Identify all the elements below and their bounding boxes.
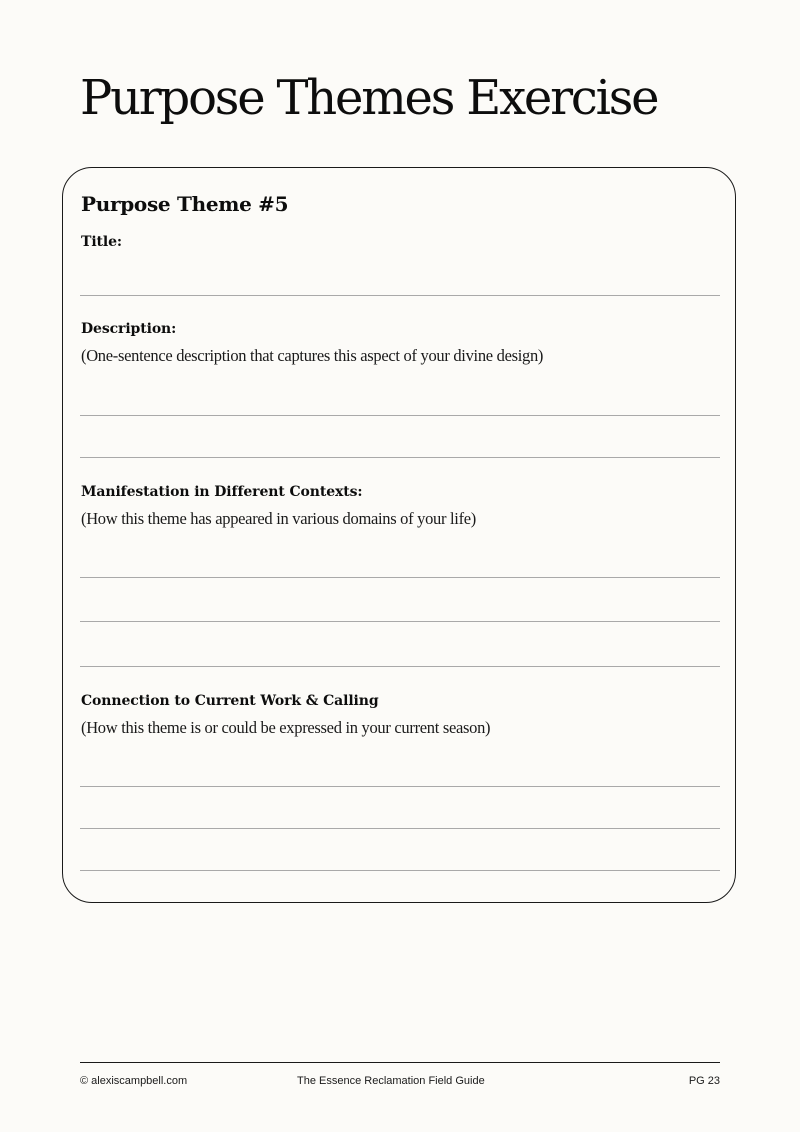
manifestation-label: Manifestation in Different Contexts:: [81, 484, 363, 500]
footer-guide-title: The Essence Reclamation Field Guide: [297, 1075, 485, 1087]
manifestation-write-line[interactable]: [80, 621, 720, 622]
manifestation-write-line[interactable]: [80, 577, 720, 578]
title-label: Title:: [81, 234, 122, 250]
description-label: Description:: [81, 321, 177, 337]
manifestation-hint: (How this theme has appeared in various domains of your life): [81, 509, 477, 528]
description-write-line[interactable]: [80, 457, 720, 458]
manifestation-write-line[interactable]: [80, 666, 720, 667]
worksheet-card: [62, 167, 736, 903]
theme-heading: Purpose Theme #5: [81, 192, 289, 216]
connection-write-line[interactable]: [80, 870, 720, 871]
connection-write-line[interactable]: [80, 828, 720, 829]
connection-hint: (How this theme is or could be expressed in your current season): [81, 718, 491, 737]
footer-page-number: PG 23: [688, 1075, 720, 1087]
page-title: Purpose Themes Exercise: [80, 70, 658, 126]
footer-website: © alexiscampbell.com: [80, 1075, 188, 1087]
description-write-line[interactable]: [80, 415, 720, 416]
description-hint: (One-sentence description that captures this aspect of your divine design): [81, 346, 544, 365]
connection-label: Connection to Current Work & Calling: [81, 693, 379, 709]
footer-divider: [80, 1062, 720, 1063]
title-write-line[interactable]: [80, 295, 720, 296]
connection-write-line[interactable]: [80, 786, 720, 787]
